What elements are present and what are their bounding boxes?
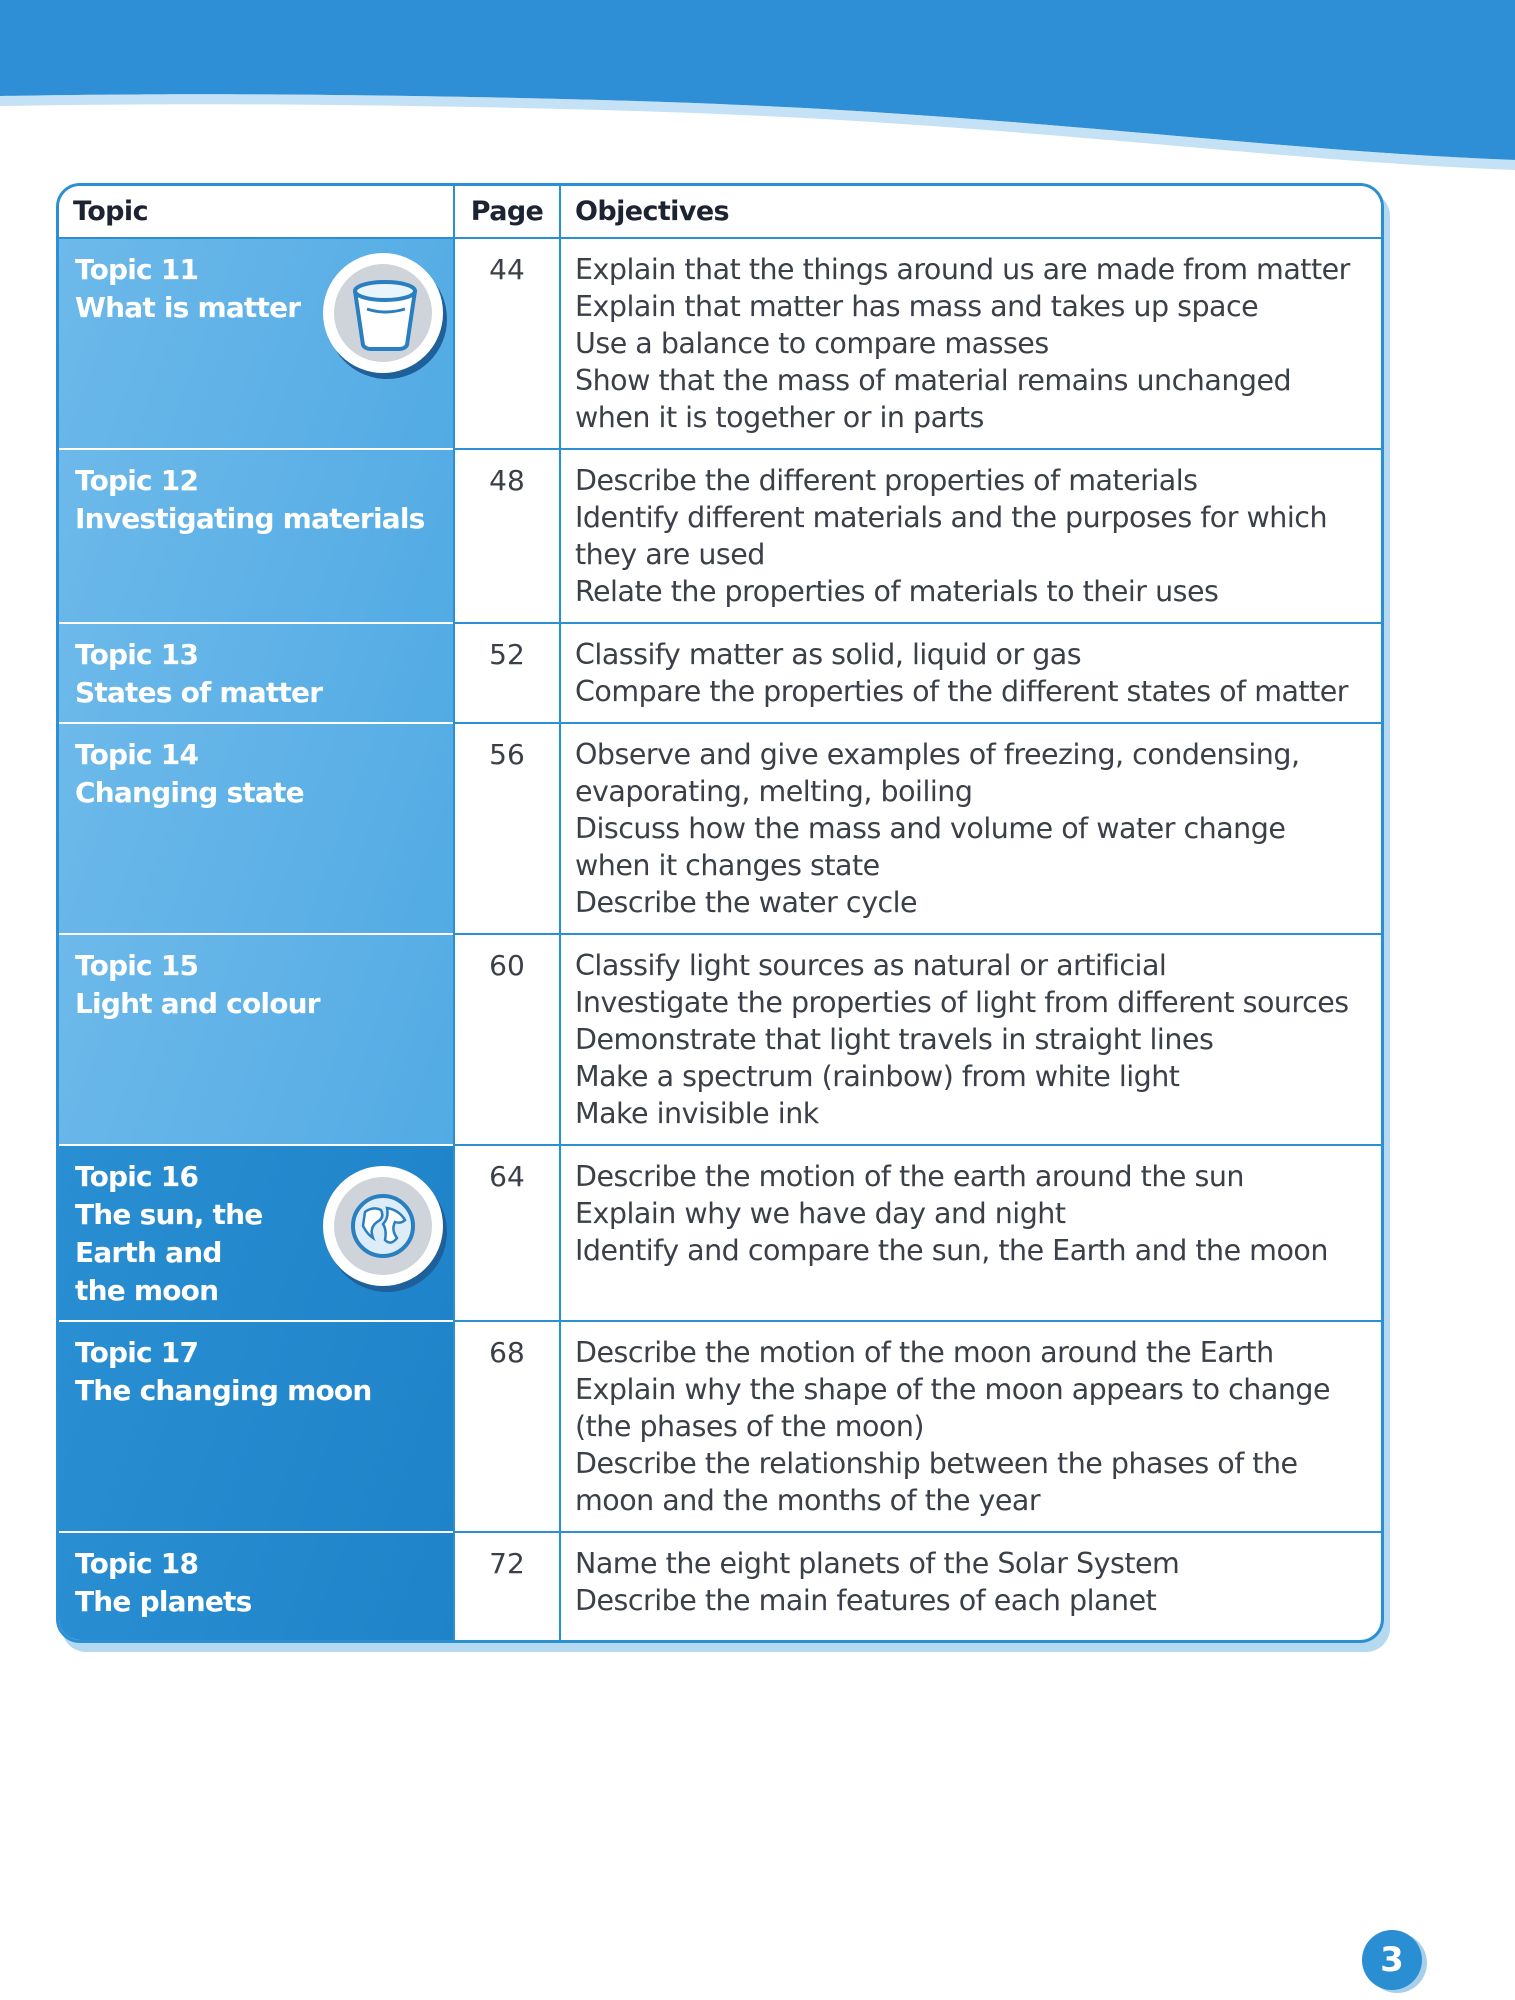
objective-item: Explain why we have day and night [575, 1197, 1066, 1230]
topic-number: Topic 17 [75, 1336, 199, 1369]
topic-title-line: the moon [75, 1274, 219, 1307]
page-number-cell: 56 [454, 723, 560, 934]
table-row [59, 623, 1381, 723]
page-number-cell: 64 [454, 1145, 560, 1321]
table-row [59, 449, 1381, 623]
page-number-cell: 72 [454, 1532, 560, 1640]
objectives-cell [560, 1145, 1381, 1321]
topic-number: Topic 15 [75, 949, 199, 982]
objective-item: Identify different materials and the purposes for which they are used [575, 501, 1328, 571]
objective-item: Observe and give examples of freezing, condensing, evaporating, melting, boiling [575, 738, 1300, 808]
table-row [59, 238, 1381, 449]
topic-title-line: The sun, the [75, 1198, 263, 1231]
objective-item: Explain why the shape of the moon appears to change (the phases of the moon) [575, 1373, 1331, 1443]
page-number-cell: 52 [454, 623, 560, 723]
objective-item: Make a spectrum (rainbow) from white light [575, 1060, 1180, 1093]
page-number-cell: 60 [454, 934, 560, 1145]
objective-item: Use a balance to compare masses [575, 327, 1049, 360]
topic-number: Topic 16 [75, 1160, 199, 1193]
cup-icon [323, 253, 443, 373]
topic-title: The planets [75, 1585, 252, 1618]
table-row [59, 723, 1381, 934]
topic-cell [59, 723, 454, 934]
topic-number: Topic 14 [75, 738, 199, 771]
objective-item: Describe the relationship between the phases of the moon and the months of the year [575, 1447, 1298, 1517]
page-number-badge: 3 [1362, 1930, 1422, 1990]
topic-title: What is matter [75, 291, 301, 324]
topic-cell [59, 449, 454, 623]
objective-item: Describe the motion of the earth around the sun [575, 1160, 1244, 1193]
topic-cell [59, 1145, 454, 1321]
objective-item: Classify light sources as natural or artificial [575, 949, 1167, 982]
objective-item: Classify matter as solid, liquid or gas [575, 638, 1082, 671]
objective-item: Describe the water cycle [575, 886, 918, 919]
topic-title-line: Earth and [75, 1236, 222, 1269]
objectives-cell [560, 1321, 1381, 1532]
page-number-cell: 48 [454, 449, 560, 623]
objectives-cell [560, 449, 1381, 623]
topic-cell [59, 1532, 454, 1640]
objective-item: Explain that the things around us are made from matter [575, 253, 1350, 286]
objective-item: Name the eight planets of the Solar System [575, 1547, 1180, 1580]
topic-title: Investigating materials [75, 502, 425, 535]
objective-item: Describe the main features of each planet [575, 1584, 1157, 1617]
table-row [59, 934, 1381, 1145]
objective-item: Relate the properties of materials to their uses [575, 575, 1219, 608]
topic-number: Topic 18 [75, 1547, 199, 1580]
objectives-cell [560, 1532, 1381, 1640]
column-header-topic: Topic [59, 186, 454, 238]
topic-number: Topic 11 [75, 253, 199, 286]
objective-item: Explain that matter has mass and takes up space [575, 290, 1259, 323]
objective-item: Discuss how the mass and volume of water change when it changes state [575, 812, 1286, 882]
topic-cell [59, 934, 454, 1145]
column-header-objectives: Objectives [560, 186, 1381, 238]
objective-item: Show that the mass of material remains unchanged when it is together or in parts [575, 364, 1292, 434]
globe-icon [323, 1166, 443, 1286]
table-row [59, 1145, 1381, 1321]
objective-item: Demonstrate that light travels in straight lines [575, 1023, 1214, 1056]
objective-item: Describe the different properties of materials [575, 464, 1198, 497]
table-header-row [59, 186, 1381, 238]
topics-table [59, 186, 1381, 1640]
topic-cell [59, 623, 454, 723]
topic-cell [59, 238, 454, 449]
objective-item: Compare the properties of the different states of matter [575, 675, 1349, 708]
table-row [59, 1532, 1381, 1640]
topic-title: The changing moon [75, 1374, 372, 1407]
topic-number: Topic 13 [75, 638, 199, 671]
objective-item: Investigate the properties of light from different sources [575, 986, 1349, 1019]
objective-item: Identify and compare the sun, the Earth and the moon [575, 1234, 1328, 1267]
topics-table-card [56, 183, 1384, 1643]
objectives-cell [560, 238, 1381, 449]
objectives-cell [560, 623, 1381, 723]
header-banner [0, 0, 1515, 170]
topic-number: Topic 12 [75, 464, 199, 497]
objective-item: Describe the motion of the moon around the Earth [575, 1336, 1274, 1369]
page-number-cell: 44 [454, 238, 560, 449]
objective-item: Make invisible ink [575, 1097, 819, 1130]
table-row [59, 1321, 1381, 1532]
topic-cell [59, 1321, 454, 1532]
topic-title: States of matter [75, 676, 323, 709]
topic-title: Changing state [75, 776, 304, 809]
objectives-cell [560, 934, 1381, 1145]
objectives-cell [560, 723, 1381, 934]
column-header-page: Page [454, 186, 560, 238]
topic-title: Light and colour [75, 987, 320, 1020]
page-number-cell: 68 [454, 1321, 560, 1532]
